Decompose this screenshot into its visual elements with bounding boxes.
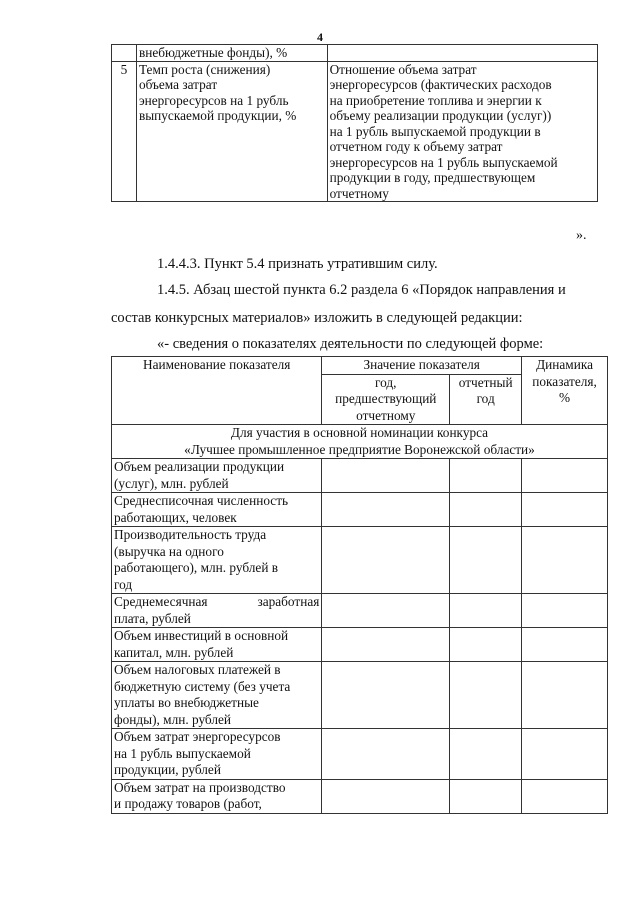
line: Объем затрат на производство	[114, 779, 286, 795]
line: бюджетную систему (без учета	[114, 678, 291, 694]
paragraph-1-4-5-continuation: состав конкурсных материалов» изложить в следующей редакции:	[111, 310, 523, 326]
section-title	[112, 425, 608, 459]
line: уплаты во внебюджетные	[114, 695, 259, 710]
prev-year-value-cell[interactable]	[322, 662, 450, 729]
dynamics-value-cell[interactable]	[522, 628, 608, 662]
line: отчетному	[329, 185, 389, 201]
line: плата, рублей	[114, 610, 191, 626]
table-row	[112, 662, 608, 729]
line: Отношение объема затрат	[329, 61, 477, 77]
report-year-value-cell[interactable]	[450, 729, 522, 780]
row-label	[112, 779, 322, 813]
line: показателя,	[532, 373, 597, 389]
row-label	[112, 729, 322, 780]
table-row	[112, 459, 608, 493]
report-year-value-cell[interactable]	[450, 493, 522, 527]
line: Производительность труда	[114, 527, 267, 542]
table-row	[112, 493, 608, 527]
line: объема затрат	[138, 77, 218, 92]
closing-quote: ».	[576, 228, 587, 243]
line: капитал, млн. рублей	[114, 644, 234, 660]
dynamics-value-cell[interactable]	[522, 729, 608, 780]
table-row	[112, 61, 598, 202]
line: год,	[375, 374, 397, 390]
indicator-name-cell: внебюджетные фонды), %	[136, 45, 327, 62]
line: (выручка на одного	[114, 543, 224, 559]
line: Объем налоговых платежей в	[114, 662, 281, 677]
line: работающих, человек	[114, 509, 237, 525]
report-year-value-cell[interactable]	[450, 527, 522, 594]
row-number-cell: 5	[112, 61, 137, 202]
line: на 1 рубль выпускаемой	[114, 745, 251, 761]
paragraph-1-4-4-3: 1.4.4.3. Пункт 5.4 признать утратившим силу.	[157, 256, 438, 272]
prev-year-value-cell[interactable]	[322, 729, 450, 780]
line: отчетном году к объему затрат	[329, 139, 503, 154]
report-year-value-cell[interactable]	[450, 459, 522, 493]
header-report-year	[450, 374, 522, 425]
table-row	[112, 45, 598, 62]
line: предшествующий	[335, 391, 437, 406]
table-row	[112, 779, 608, 813]
row-label	[112, 662, 322, 729]
line: отчетному	[356, 407, 416, 423]
header-value-group: Значение показателя	[322, 357, 522, 375]
paragraph-1-4-5: 1.4.5. Абзац шестой пункта 6.2 раздела 6 «Порядок направления и	[157, 282, 566, 298]
paragraph-form-intro: «- сведения о показателях деятельности по следующей форме:	[157, 336, 544, 352]
line: год	[114, 576, 133, 592]
prev-year-value-cell[interactable]	[322, 628, 450, 662]
line: (услуг), млн. рублей	[114, 475, 229, 491]
dynamics-value-cell[interactable]	[522, 459, 608, 493]
line: отчетный	[458, 374, 513, 390]
row-label	[112, 594, 322, 628]
performance-indicators-form-table	[111, 356, 608, 814]
line: год	[476, 391, 495, 406]
table-row	[112, 527, 608, 594]
line: Динамика	[536, 357, 593, 372]
header-prev-year	[322, 374, 450, 425]
prev-year-value-cell[interactable]	[322, 527, 450, 594]
header-indicator-name: Наименование показателя	[112, 357, 322, 425]
row-label	[112, 628, 322, 662]
line: энергоресурсов (фактических расходов	[329, 77, 552, 92]
line: Объем инвестиций в основной	[114, 628, 289, 643]
header-dynamics	[522, 357, 608, 425]
table-header-row	[112, 357, 608, 375]
row-number-cell	[112, 45, 137, 62]
prev-year-value-cell[interactable]	[322, 459, 450, 493]
prev-year-value-cell[interactable]	[322, 779, 450, 813]
line: объему реализации продукции (услуг))	[329, 108, 552, 123]
indicator-name-cell	[136, 61, 327, 202]
dynamics-value-cell[interactable]	[522, 594, 608, 628]
row-label	[112, 459, 322, 493]
line: Объем реализации продукции	[114, 459, 285, 474]
page-number: 4	[317, 30, 323, 44]
line: продукции, рублей	[114, 762, 221, 777]
line: Объем затрат энергоресурсов	[114, 729, 281, 744]
section-title-row	[112, 425, 608, 459]
dynamics-value-cell[interactable]	[522, 527, 608, 594]
table-row	[112, 729, 608, 780]
indicator-description-cell	[327, 61, 597, 202]
line: энергоресурсов на 1 рубль	[138, 92, 289, 108]
table-row	[112, 628, 608, 662]
dynamics-value-cell[interactable]	[522, 493, 608, 527]
line: выпускаемой продукции, %	[138, 108, 297, 123]
indicator-description-cell	[327, 45, 597, 62]
line: на приобретение топлива и энергии к	[329, 92, 542, 108]
line: и продажу товаров (работ,	[114, 796, 262, 811]
report-year-value-cell[interactable]	[450, 594, 522, 628]
report-year-value-cell[interactable]	[450, 779, 522, 813]
report-year-value-cell[interactable]	[450, 628, 522, 662]
line: Среднесписочная численность	[114, 493, 289, 508]
line: Среднемесячная заработная	[114, 594, 320, 609]
line: продукции в году, предшествующем	[329, 170, 536, 185]
line: %	[559, 390, 571, 405]
line: энергоресурсов на 1 рубль выпускаемой	[329, 154, 558, 170]
line: Для участия в основной номинации конкурса	[230, 425, 489, 440]
line: фонды), млн. рублей	[114, 711, 232, 727]
dynamics-value-cell[interactable]	[522, 779, 608, 813]
table-row	[112, 594, 608, 628]
line: Темп роста (снижения)	[138, 61, 271, 77]
line: работающего), млн. рублей в	[114, 560, 279, 575]
dynamics-value-cell[interactable]	[522, 662, 608, 729]
report-year-value-cell[interactable]	[450, 662, 522, 729]
line: на 1 рубль выпускаемой продукции в	[329, 123, 541, 139]
prev-year-value-cell[interactable]	[322, 493, 450, 527]
line: «Лучшее промышленное предприятие Воронежской области»	[184, 441, 535, 457]
indicators-continuation-table	[111, 44, 598, 202]
row-label	[112, 527, 322, 594]
row-label	[112, 493, 322, 527]
prev-year-value-cell[interactable]	[322, 594, 450, 628]
